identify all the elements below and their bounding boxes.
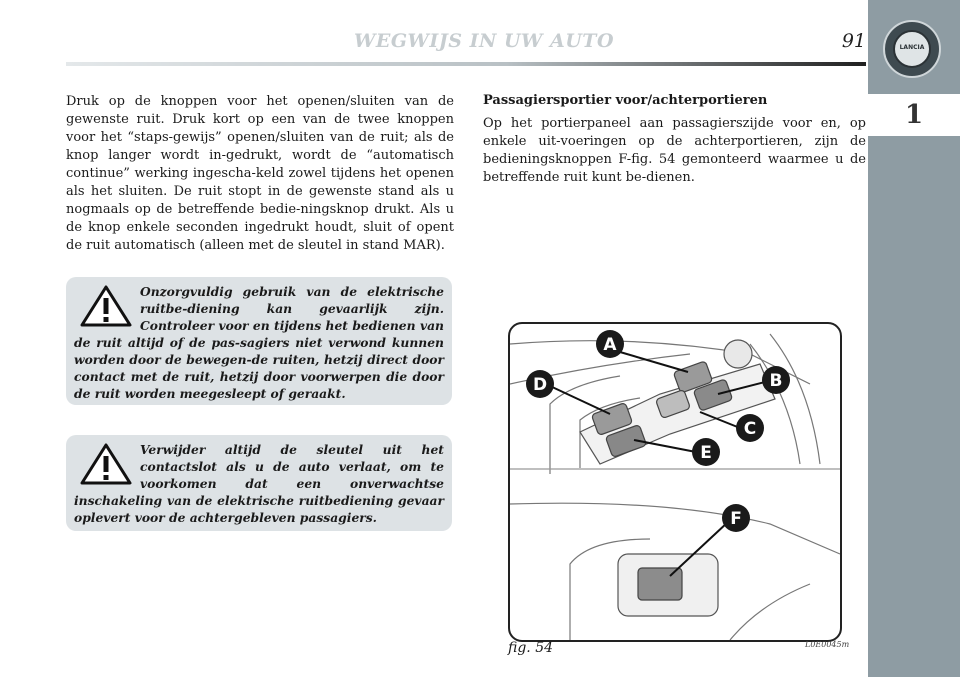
label-a: A <box>603 335 617 355</box>
header-rule <box>66 62 866 66</box>
mirror-control <box>724 340 752 368</box>
section-heading: Passagiersportier voor/achterportieren <box>483 93 768 108</box>
warning-triangle-icon <box>78 441 134 487</box>
label-c: C <box>743 419 757 439</box>
figure-code: L0E0045m <box>805 640 850 649</box>
left-column <box>66 93 454 255</box>
instruction-paragraph: Druk op de knoppen voor het openen/sluiten van de gewenste ruit. Druk kort op een van de twee knoppen voor het “staps-gewijs” openen/sluiten van de ruit; als de knop langer wordt in-gedrukt, wordt de “automatisch continue” werking ingescha-keld zowel tijdens het openen als het sluiten. De ruit stopt in de gewenste stand als u nogmaals op de betreffende bedie-ningsknop drukt. Als u de knop enkele seconden ingedrukt houdt, sluit of opent de ruit automatisch (alleen met de sleutel in stand MAR). <box>66 94 454 253</box>
window-controls-illustration <box>508 322 842 642</box>
chapter-tab[interactable]: 1 <box>868 92 960 138</box>
switch-f <box>638 568 682 600</box>
page-number: 91 <box>841 30 866 52</box>
warning-box <box>66 435 452 531</box>
lancia-logo-icon <box>883 20 941 78</box>
warning-text: Verwijder altijd de sleutel uit het contactslot als u de auto verlaat, om te voorkomen dat een onverwachtse inschakeling van de elektrische ruitbediening gevaar oplevert voor de achtergebleven passagiers. <box>74 442 444 525</box>
logo-text: LANCIA <box>899 44 925 51</box>
label-f: F <box>730 509 742 529</box>
section-title: WEGWIJS IN UW AUTO <box>354 30 614 52</box>
label-b: B <box>769 371 783 391</box>
warning-triangle-icon <box>78 283 134 329</box>
warning-text: Onzorgvuldig gebruik van de elektrische ruitbe-diening kan gevaarlijk zijn. Controleer voor en tijdens het bedienen van de ruit altijd of de pas-sagiers niet verwond kunnen worden door de bewegen-de ruiten, hetzij direct door contact met de ruit, hetzij door voorwerpen die door de ruit worden meegesleept of geraakt. <box>74 284 444 401</box>
right-column <box>483 93 866 187</box>
figure-caption: fig. 54 <box>508 640 554 656</box>
label-e: E <box>700 443 712 463</box>
warning-box <box>66 277 452 405</box>
description-paragraph: Op het portierpaneel aan passagierszijde voor en, op enkele uit-voeringen op de achterportieren, zijn de bedieningsknoppen F-fig. 54 gemonteerd waarmee u de betreffende ruit kunt be-dienen. <box>483 116 866 185</box>
door-panel-drawing <box>510 324 840 640</box>
chapter-sidebar <box>868 0 960 677</box>
page-header <box>66 30 866 66</box>
label-d: D <box>532 375 548 395</box>
